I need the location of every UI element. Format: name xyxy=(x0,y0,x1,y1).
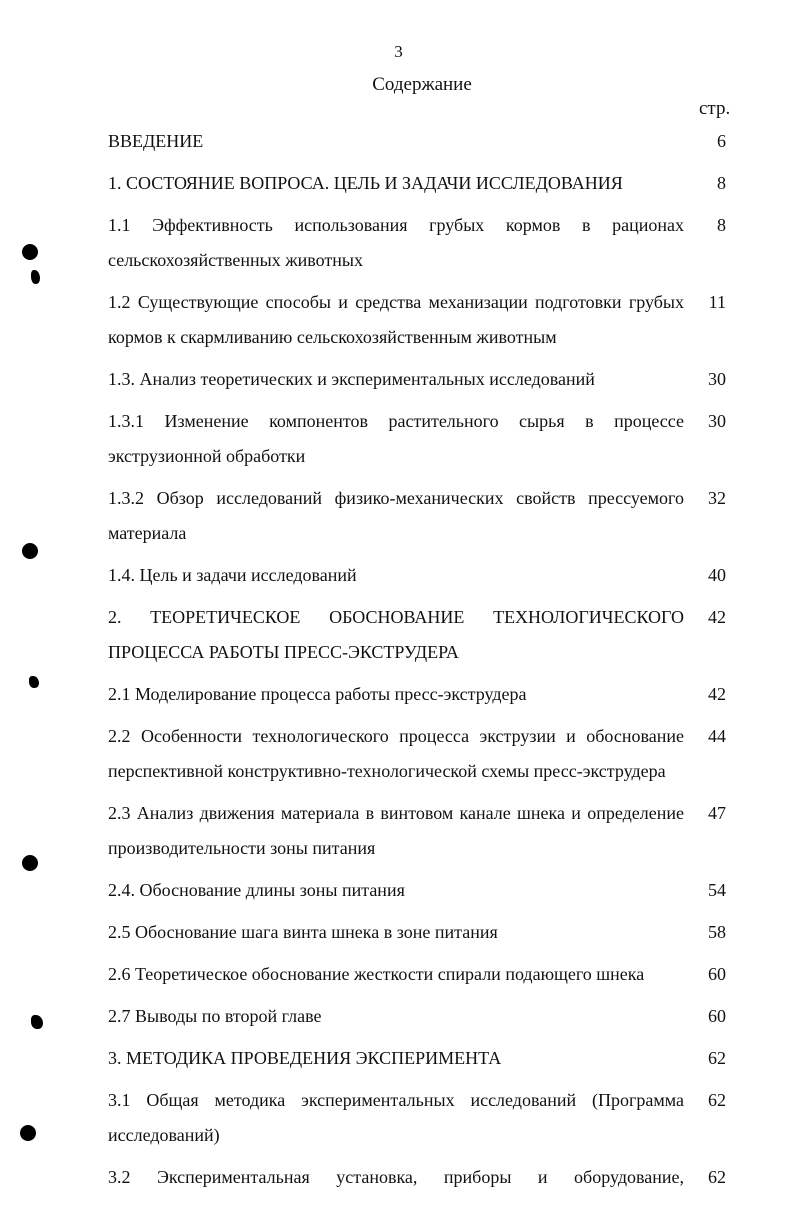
toc-entry xyxy=(108,796,730,866)
toc-entry-page: 62 xyxy=(708,1090,726,1110)
toc-entry-page: 58 xyxy=(708,922,726,942)
toc-entry xyxy=(108,677,730,712)
toc-entry-title: 2.1 Моделирование процесса работы пресс-экструдера xyxy=(108,684,527,704)
toc-entry xyxy=(108,558,730,593)
toc-entry xyxy=(108,957,730,992)
page-column-label: стр. xyxy=(699,98,731,119)
toc-entry xyxy=(108,999,730,1034)
scan-mark xyxy=(29,676,39,688)
punch-hole-mark xyxy=(22,543,38,559)
toc-entry-title: 2.5 Обоснование шага винта шнека в зоне питания xyxy=(108,922,498,942)
toc-entry xyxy=(108,915,730,950)
punch-hole-mark xyxy=(22,855,38,871)
punch-hole-mark xyxy=(22,244,38,260)
toc-entry-page: 62 xyxy=(708,1167,726,1187)
toc-entry-page: 30 xyxy=(708,369,726,389)
toc-entry-title: ВВЕДЕНИЕ xyxy=(108,131,204,151)
toc-entry-title: 3.1 Общая методика экспериментальных исследований (Программа исследований) xyxy=(108,1090,684,1145)
toc-entry-title: 1.3.2 Обзор исследований физико-механических свойств прессуемого материала xyxy=(108,488,684,543)
scan-mark xyxy=(31,1015,43,1029)
toc-entry xyxy=(108,719,730,789)
toc-entry xyxy=(108,600,730,670)
toc-entry-title: 2.3 Анализ движения материала в винтовом канале шнека и определение производительности зоны питания xyxy=(108,803,684,858)
toc-entry-title: 1.1 Эффективность использования грубых кормов в рационах сельскохозяйственных животных xyxy=(108,215,684,270)
toc-entry-page: 32 xyxy=(708,488,726,508)
toc-entry-page: 62 xyxy=(708,1048,726,1068)
page-number: 3 xyxy=(394,42,403,61)
toc-entry-title: 1.3.1 Изменение компонентов растительного сырья в процессе экструзионной обработки xyxy=(108,411,684,466)
toc-entry-title: 2.6 Теоретическое обоснование жесткости спирали подающего шнека xyxy=(108,964,645,984)
toc-entry-title: 1.2 Существующие способы и средства механизации подготовки грубых кормов к скармливанию сельскохозяйственным животным xyxy=(108,292,684,347)
toc-entry-title: 3. МЕТОДИКА ПРОВЕДЕНИЯ ЭКСПЕРИМЕНТА xyxy=(108,1048,502,1068)
toc-entry-page: 54 xyxy=(708,880,726,900)
toc-entry xyxy=(108,362,730,397)
toc-entry xyxy=(108,873,730,908)
toc-entry xyxy=(108,1083,730,1153)
toc-entry-title: 1.3. Анализ теоретических и экспериментальных исследований xyxy=(108,369,595,389)
toc-entry-page: 8 xyxy=(717,173,726,193)
scan-mark xyxy=(31,270,40,284)
toc-entry-title: 2.4. Обоснование длины зоны питания xyxy=(108,880,405,900)
toc-entry-page: 44 xyxy=(708,726,726,746)
toc-entry-title: 1.4. Цель и задачи исследований xyxy=(108,565,357,585)
toc-entry-page: 42 xyxy=(708,684,726,704)
toc-entry xyxy=(108,208,730,278)
table-of-contents xyxy=(108,124,730,1202)
toc-entry xyxy=(108,124,730,159)
toc-entry xyxy=(108,166,730,201)
toc-entry-title: 3.2 Экспериментальная установка, приборы и оборудование, xyxy=(108,1167,684,1187)
toc-entry-page: 6 xyxy=(717,131,726,151)
toc-entry-page: 30 xyxy=(708,411,726,431)
toc-entry-title: 2. ТЕОРЕТИЧЕСКОЕ ОБОСНОВАНИЕ ТЕХНОЛОГИЧЕСКОГО ПРОЦЕССА РАБОТЫ ПРЕСС-ЭКСТРУДЕРА xyxy=(108,607,684,662)
toc-entry-page: 11 xyxy=(708,292,726,312)
toc-entry-page: 8 xyxy=(717,215,726,235)
toc-entry-title: 2.7 Выводы по второй главе xyxy=(108,1006,322,1026)
toc-entry xyxy=(108,404,730,474)
toc-entry-page: 42 xyxy=(708,607,726,627)
toc-entry-page: 60 xyxy=(708,964,726,984)
toc-entry-page: 47 xyxy=(708,803,726,823)
toc-entry-page: 60 xyxy=(708,1006,726,1026)
toc-entry-title: 2.2 Особенности технологического процесса экструзии и обоснование перспективной конструктивно-технологической схемы пресс-экструдера xyxy=(108,726,684,781)
toc-entry xyxy=(108,481,730,551)
toc-entry xyxy=(108,1041,730,1076)
toc-entry xyxy=(108,285,730,355)
page-title: Содержание xyxy=(372,74,472,95)
toc-entry-page: 40 xyxy=(708,565,726,585)
toc-entry xyxy=(108,1160,730,1195)
punch-hole-mark xyxy=(20,1125,36,1141)
toc-entry-title: 1. СОСТОЯНИЕ ВОПРОСА. ЦЕЛЬ И ЗАДАЧИ ИССЛЕДОВАНИЯ xyxy=(108,173,623,193)
